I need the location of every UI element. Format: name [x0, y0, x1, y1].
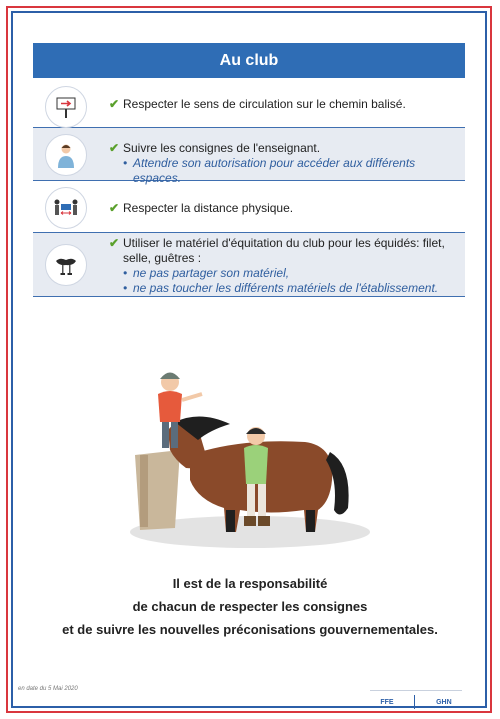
direction-sign-icon — [45, 86, 87, 128]
sub-bullet: • Attendre son autorisation pour accéder aux différents espaces. — [123, 156, 416, 185]
section-title: Au club — [219, 51, 279, 69]
check-icon: ✔ — [109, 236, 120, 250]
rule-row-instructions — [33, 128, 465, 185]
check-icon: ✔ — [109, 201, 120, 215]
rule-line: ✔ Utiliser le matériel d'équitation du club pour les équidés: filet, — [109, 236, 445, 250]
rule-line: ✔ Respecter le sens de circulation sur le chemin balisé. — [109, 97, 406, 111]
publication-date: en date du 5 Mai 2020 — [18, 686, 78, 692]
saddle-icon — [45, 244, 87, 286]
ffe-logo: FFE — [380, 698, 394, 706]
instructor-icon — [45, 134, 87, 176]
responsibility-statement: Il est de la responsabilité de chacun de respecter les consignes et de suivre les nouvelles préconisations gouvernementales. — [62, 576, 438, 637]
footer-logos — [370, 690, 462, 713]
rule-line: ✔ Suivre les consignes de l'enseignant. — [109, 141, 321, 155]
logo-divider — [414, 695, 415, 709]
horse-grooming-illustration — [120, 360, 380, 550]
rule-row-circulation — [33, 83, 465, 128]
sub-bullet: • ne pas toucher les différents matériels de l'établissement. — [123, 281, 439, 295]
sub-bullet: • ne pas partager son matériel, — [123, 266, 290, 280]
section-header — [33, 43, 465, 78]
ghn-logo: GHN — [436, 698, 452, 706]
distance-icon — [45, 187, 87, 229]
rule-row-equipment — [33, 233, 465, 297]
rule-row-distance — [33, 181, 465, 233]
check-icon: ✔ — [109, 97, 120, 111]
rule-line-continued: selle, guêtres : — [123, 251, 202, 265]
rule-line: ✔ Respecter la distance physique. — [109, 201, 294, 215]
check-icon: ✔ — [109, 141, 120, 155]
